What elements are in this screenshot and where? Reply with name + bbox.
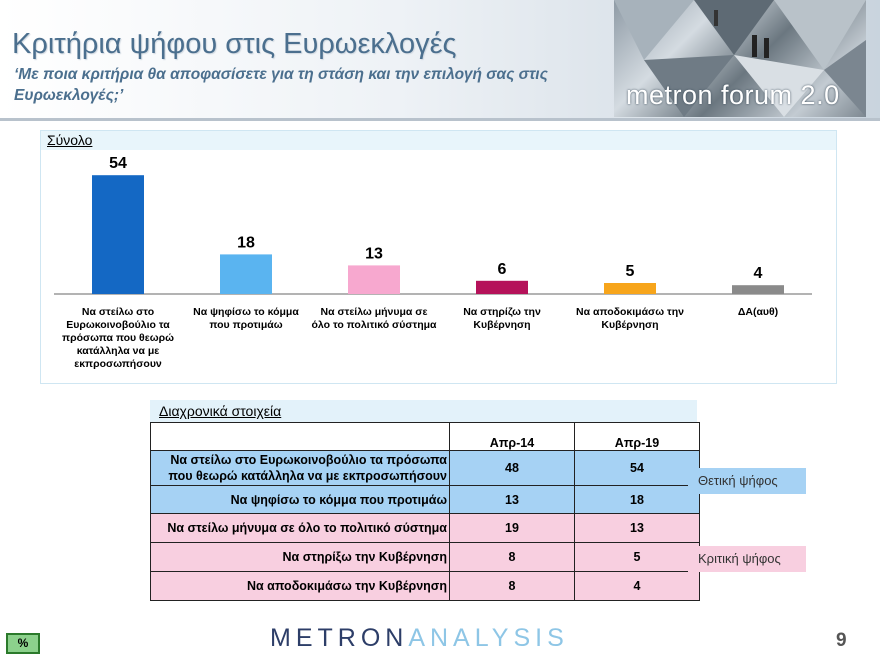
row-label: Να αποδοκιμάσω την Κυβέρνηση xyxy=(151,572,450,601)
table-header-row xyxy=(151,423,700,451)
logo-part-analysis: ANALYSIS xyxy=(408,624,569,652)
row-label: Να στηρίξω την Κυβέρνηση xyxy=(151,543,450,572)
bar xyxy=(92,175,144,294)
header-divider xyxy=(0,118,880,121)
logo-part-metron: METRON xyxy=(270,624,409,652)
table-row xyxy=(151,451,700,486)
table-cell: 13 xyxy=(575,514,700,543)
page-title: Κριτήρια ψήφου στις Ευρωεκλογές xyxy=(12,28,457,60)
table-cell: 4 xyxy=(575,572,700,601)
bar xyxy=(732,285,784,294)
category-label: Να στηρίζω την Κυβέρνηση xyxy=(463,306,541,331)
table-corner-cell xyxy=(151,423,450,451)
table-cell: 18 xyxy=(575,486,700,514)
table-cell: 48 xyxy=(450,451,575,486)
table-cell: 8 xyxy=(450,543,575,572)
row-label: Να στείλω στο Ευρωκοινοβούλιο τα πρόσωπα που θεωρώ κατάλληλα να με εκπροσωπήσουν xyxy=(151,451,450,486)
data-label: 6 xyxy=(497,260,507,278)
history-title: Διαχρονικά στοιχεία xyxy=(159,403,282,419)
chart-panel xyxy=(40,130,837,384)
table-cell: 19 xyxy=(450,514,575,543)
category-label: ΔΑ(αυθ) xyxy=(737,306,779,318)
table-row xyxy=(151,543,700,572)
table-row xyxy=(151,572,700,601)
bar xyxy=(604,283,656,294)
category-label: Να στείλω στο Ευρωκοινοβούλιο τα πρόσωπα που θεωρώ κατάλληλα να με εκπροσωπήσουν xyxy=(62,306,174,370)
row-label: Να ψηφίσω το κόμμα που προτιμάω xyxy=(151,486,450,514)
column-header: Απρ-19 xyxy=(575,423,700,451)
history-table xyxy=(150,422,700,601)
bar xyxy=(220,254,272,294)
table-cell: 13 xyxy=(450,486,575,514)
history-header xyxy=(150,400,697,422)
page-number: 9 xyxy=(836,630,847,651)
legend-positive-vote: Θετική ψήφος xyxy=(688,468,806,494)
table-row xyxy=(151,514,700,543)
percent-badge: % xyxy=(6,633,40,654)
table-cell: 5 xyxy=(575,543,700,572)
bar xyxy=(348,265,400,294)
data-label: 54 xyxy=(109,155,127,173)
data-label: 4 xyxy=(753,265,763,283)
chart-title: Σύνολο xyxy=(47,132,93,148)
metron-forum-logo: metron forum 2.0 xyxy=(626,80,840,110)
table-cell: 54 xyxy=(575,451,700,486)
row-label: Να στείλω μήνυμα σε όλο το πολιτικό σύστημα xyxy=(151,514,450,543)
table-row xyxy=(151,486,700,514)
page-subtitle: ‘Με ποια κριτήρια θα αποφασίσετε για τη στάση και την επιλογή σας στις Ευρωεκλογές;’ xyxy=(14,66,548,104)
data-label: 18 xyxy=(237,234,255,252)
legend-critical-vote: Κριτική ψήφος xyxy=(688,546,806,572)
category-label: Να ψηφίσω το κόμμα που προτιμάω xyxy=(193,306,299,331)
category-label: Να στείλω μήνυμα σε όλο το πολιτικό σύστημα xyxy=(311,306,437,331)
table-cell: 8 xyxy=(450,572,575,601)
category-label: Να αποδοκιμάσω την Κυβέρνηση xyxy=(576,306,684,331)
bar xyxy=(476,281,528,294)
column-header: Απρ-14 xyxy=(450,423,575,451)
metron-analysis-logo xyxy=(270,624,569,653)
data-label: 13 xyxy=(365,245,383,263)
data-label: 5 xyxy=(625,263,635,280)
